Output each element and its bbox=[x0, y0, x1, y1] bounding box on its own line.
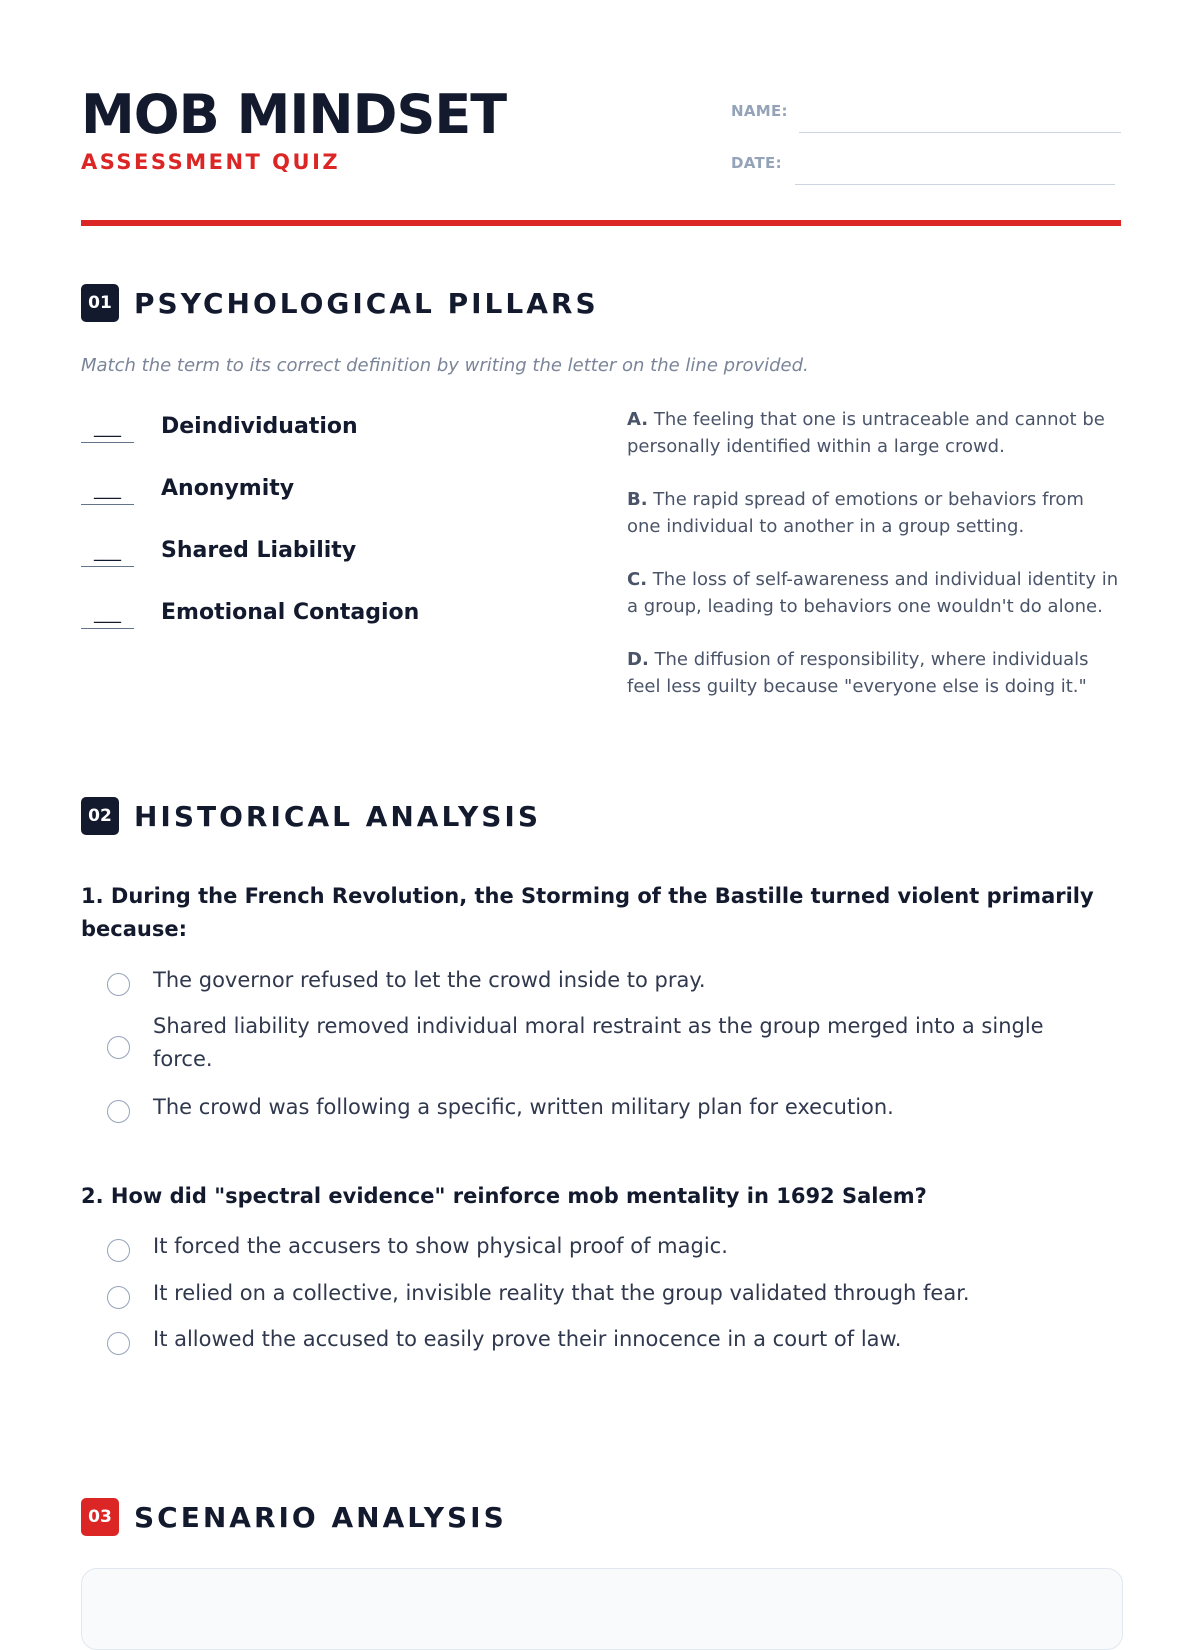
answer-blank[interactable]: ___ bbox=[81, 542, 134, 567]
matching-term bbox=[81, 414, 601, 458]
definition-item bbox=[627, 646, 1121, 700]
section-number: 03 bbox=[81, 1498, 119, 1536]
definition-letter: A. bbox=[627, 409, 649, 430]
header-divider bbox=[81, 220, 1121, 226]
option-text: The governor refused to let the crowd inside to pray. bbox=[153, 968, 706, 992]
matching-term bbox=[81, 476, 601, 520]
option-text: It forced the accusers to show physical proof of magic. bbox=[153, 1234, 728, 1258]
definition-item bbox=[627, 486, 1121, 540]
matching-instructions: Match the term to its correct definition by writing the letter on the line provided. bbox=[81, 355, 809, 376]
definition-text: The rapid spread of emotions or behaviors from one individual to another in a group setting. bbox=[627, 489, 1084, 537]
radio-button[interactable] bbox=[107, 973, 130, 996]
name-line[interactable] bbox=[799, 132, 1121, 133]
name-field[interactable] bbox=[731, 92, 1121, 132]
matching-term bbox=[81, 600, 601, 644]
page-title: MOB MINDSET bbox=[81, 83, 507, 146]
section-title: SCENARIO ANALYSIS bbox=[134, 1501, 507, 1534]
page-subtitle: ASSESSMENT QUIZ bbox=[81, 150, 341, 174]
term-label: Deindividuation bbox=[161, 414, 358, 439]
question-text: 1. During the French Revolution, the Storming of the Bastille turned violent primarily because: bbox=[81, 884, 1094, 941]
radio-button[interactable] bbox=[107, 1286, 130, 1309]
term-label: Emotional Contagion bbox=[161, 600, 420, 625]
definition-text: The loss of self-awareness and individual identity in a group, leading to behaviors one wouldn't do alone. bbox=[627, 569, 1119, 617]
section-title: HISTORICAL ANALYSIS bbox=[134, 800, 541, 833]
definition-text: The feeling that one is untraceable and cannot be personally identified within a large crowd. bbox=[627, 409, 1105, 457]
answer-blank[interactable]: ___ bbox=[81, 604, 134, 629]
matching-term bbox=[81, 538, 601, 582]
section-heading bbox=[81, 284, 1121, 324]
term-label: Shared Liability bbox=[161, 538, 357, 563]
definition-text: The diffusion of responsibility, where individuals feel less guilty because "everyone else is doing it." bbox=[627, 649, 1089, 697]
definition-letter: D. bbox=[627, 649, 649, 670]
section-heading bbox=[81, 1498, 1121, 1538]
radio-button[interactable] bbox=[107, 1036, 130, 1059]
option-text: Shared liability removed individual moral restraint as the group merged into a single force. bbox=[153, 1014, 1044, 1071]
option-text: The crowd was following a specific, written military plan for execution. bbox=[153, 1095, 894, 1119]
answer-blank[interactable]: ___ bbox=[81, 480, 134, 505]
term-label: Anonymity bbox=[161, 476, 295, 501]
name-label: NAME: bbox=[731, 102, 788, 120]
section-heading bbox=[81, 797, 1121, 837]
date-label: DATE: bbox=[731, 154, 782, 172]
quiz-header bbox=[81, 84, 1121, 224]
date-line[interactable] bbox=[795, 184, 1115, 185]
radio-button[interactable] bbox=[107, 1332, 130, 1355]
section-title: PSYCHOLOGICAL PILLARS bbox=[134, 287, 599, 320]
definition-item bbox=[627, 406, 1121, 460]
answer-blank[interactable]: ___ bbox=[81, 418, 134, 443]
scenario-box bbox=[81, 1568, 1123, 1650]
option-text: It allowed the accused to easily prove their innocence in a court of law. bbox=[153, 1327, 902, 1351]
option-text: It relied on a collective, invisible reality that the group validated through fear. bbox=[153, 1281, 970, 1305]
radio-button[interactable] bbox=[107, 1239, 130, 1262]
section-number: 02 bbox=[81, 797, 119, 835]
question-text: 2. How did "spectral evidence" reinforce mob mentality in 1692 Salem? bbox=[81, 1184, 927, 1208]
radio-button[interactable] bbox=[107, 1100, 130, 1123]
date-field[interactable] bbox=[731, 144, 1121, 184]
definition-item bbox=[627, 566, 1121, 620]
definition-letter: C. bbox=[627, 569, 648, 590]
section-number: 01 bbox=[81, 284, 119, 322]
definition-letter: B. bbox=[627, 489, 648, 510]
definitions-list bbox=[627, 406, 1121, 726]
